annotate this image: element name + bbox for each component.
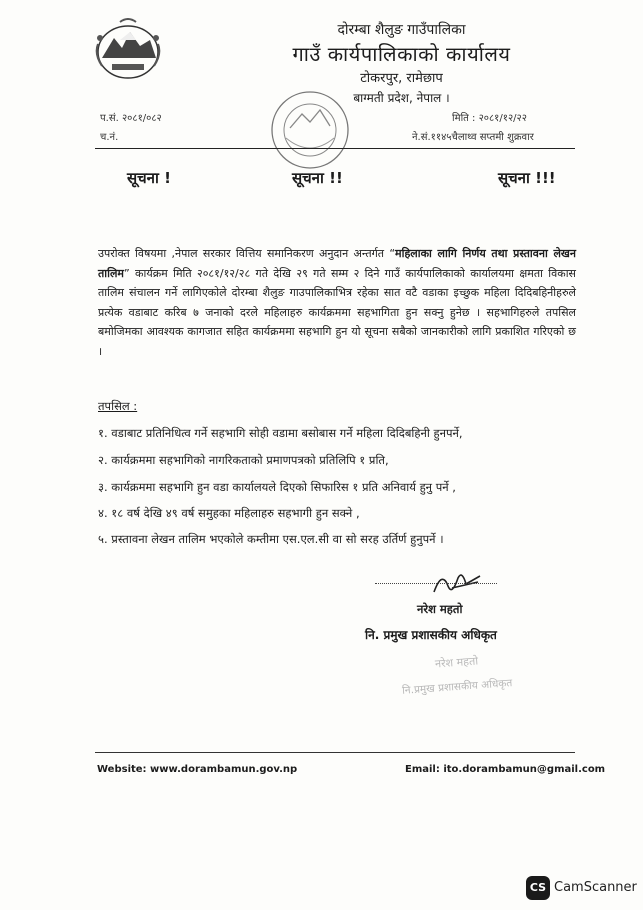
office-stamp-icon bbox=[268, 88, 352, 172]
office-place: टोकरपुर, रामेछाप bbox=[360, 71, 443, 86]
tapasil-item: १. वडाबाट प्रतिनिधित्व गर्ने सहभागि सोही वडामा बसोबास गर्ने महिला दिदिबहिनी हुनपर्ने, bbox=[98, 426, 463, 440]
municipality-name: दोरम्बा शैलुङ गाउँपालिका bbox=[337, 22, 466, 38]
signature-line bbox=[375, 583, 497, 584]
notice-body bbox=[98, 244, 576, 361]
tapasil-item: ५. प्रस्तावना लेखन तालिम भएकोले कम्तीमा एस.एल.सी वा सो सरह उर्तिर्ण हुनुपर्ने । bbox=[98, 532, 444, 546]
footer-email: Email: ito.dorambamun@gmail.com bbox=[405, 764, 606, 775]
patra-sankhya: प.सं. २०८१/०८२ bbox=[100, 113, 162, 124]
nepal-sambat-date: ने.सं.११४५चैलाथ्व सप्तमी शुक्रवार bbox=[412, 132, 534, 143]
notice-heading-left: सूचना ! bbox=[127, 169, 171, 187]
tapasil-item: ३. कार्यक्रममा सहभागि हुन वडा कार्यालयले दिएको सिफारिस १ प्रति अनिवार्य हुनु पर्ने , bbox=[98, 480, 456, 494]
tapasil-item: ४. १८ वर्ष देखि ४९ वर्ष समुहका महिलाहरु सहभागी हुन सक्ने , bbox=[98, 506, 360, 520]
office-name: गाउँ कार्यपालिकाको कार्यालय bbox=[292, 42, 511, 66]
camscanner-watermark bbox=[526, 876, 637, 902]
stamp-name: नरेश महतो bbox=[434, 654, 479, 671]
camscanner-label: CamScanner bbox=[554, 880, 637, 895]
stamp-title: नि.प्रमुख प्रशासकीय अधिकृत bbox=[401, 677, 513, 697]
signatory-name: नरेश महतो bbox=[417, 602, 463, 616]
footer-divider bbox=[95, 752, 575, 753]
issue-date: मिति : २०८१/१२/२२ bbox=[452, 113, 527, 124]
body-part-1: उपरोक्त विषयमा ,नेपाल सरकार वित्तिय समानिकरण अनुदान अन्तर्गत “ bbox=[98, 247, 396, 260]
body-part-2: ” कार्यक्रम मिति २०८१/१२/२८ गते देखि २९ गते सम्म २ दिने गाउँ कार्यपालिकाको कार्यालयमा क्षमता विकास तालिम संचालन गर्ने लागिएकोले दोरम्बा शैलुङ गाउपालिकाभित्र रहेका सात वटै वडाका इच्छुक महिला दिदिबहिनीहरुले प्रत्येक वडाबाट करिब ७ जनाको दरले महिलाहरु कार्यक्रममा सहभागिता हुन सक्नु हुनेछ । सहभागिहरुले तपसिल बमोजिमका आवश्यक कागजात सहित कार्यक्रममा सहभागि हुन यो सूचना सबैको जानकारीको लागि प्रकाशित गरिएको छ । bbox=[98, 266, 576, 358]
camscanner-logo-icon: CS bbox=[526, 876, 550, 900]
chalani-number: च.नं. bbox=[100, 132, 119, 143]
notice-heading-right: सूचना !!! bbox=[498, 169, 556, 187]
signatory-title: नि. प्रमुख प्रशासकीय अधिकृत bbox=[365, 628, 497, 642]
tapasil-item: २. कार्यक्रममा सहभागिको नागरिकताको प्रमाणपत्रको प्रतिलिपि १ प्रति, bbox=[98, 453, 389, 467]
training-title: महिलाका लागि निर्णय तथा प्रस्तावना लेखन तालिम bbox=[98, 247, 576, 280]
notice-heading-center: सूचना !! bbox=[292, 169, 343, 187]
header-divider bbox=[95, 148, 575, 149]
footer-website: Website: www.dorambamun.gov.np bbox=[97, 764, 298, 775]
tapasil-heading: तपसिल : bbox=[98, 399, 138, 413]
office-province: बाग्मती प्रदेश, नेपाल । bbox=[353, 91, 450, 105]
